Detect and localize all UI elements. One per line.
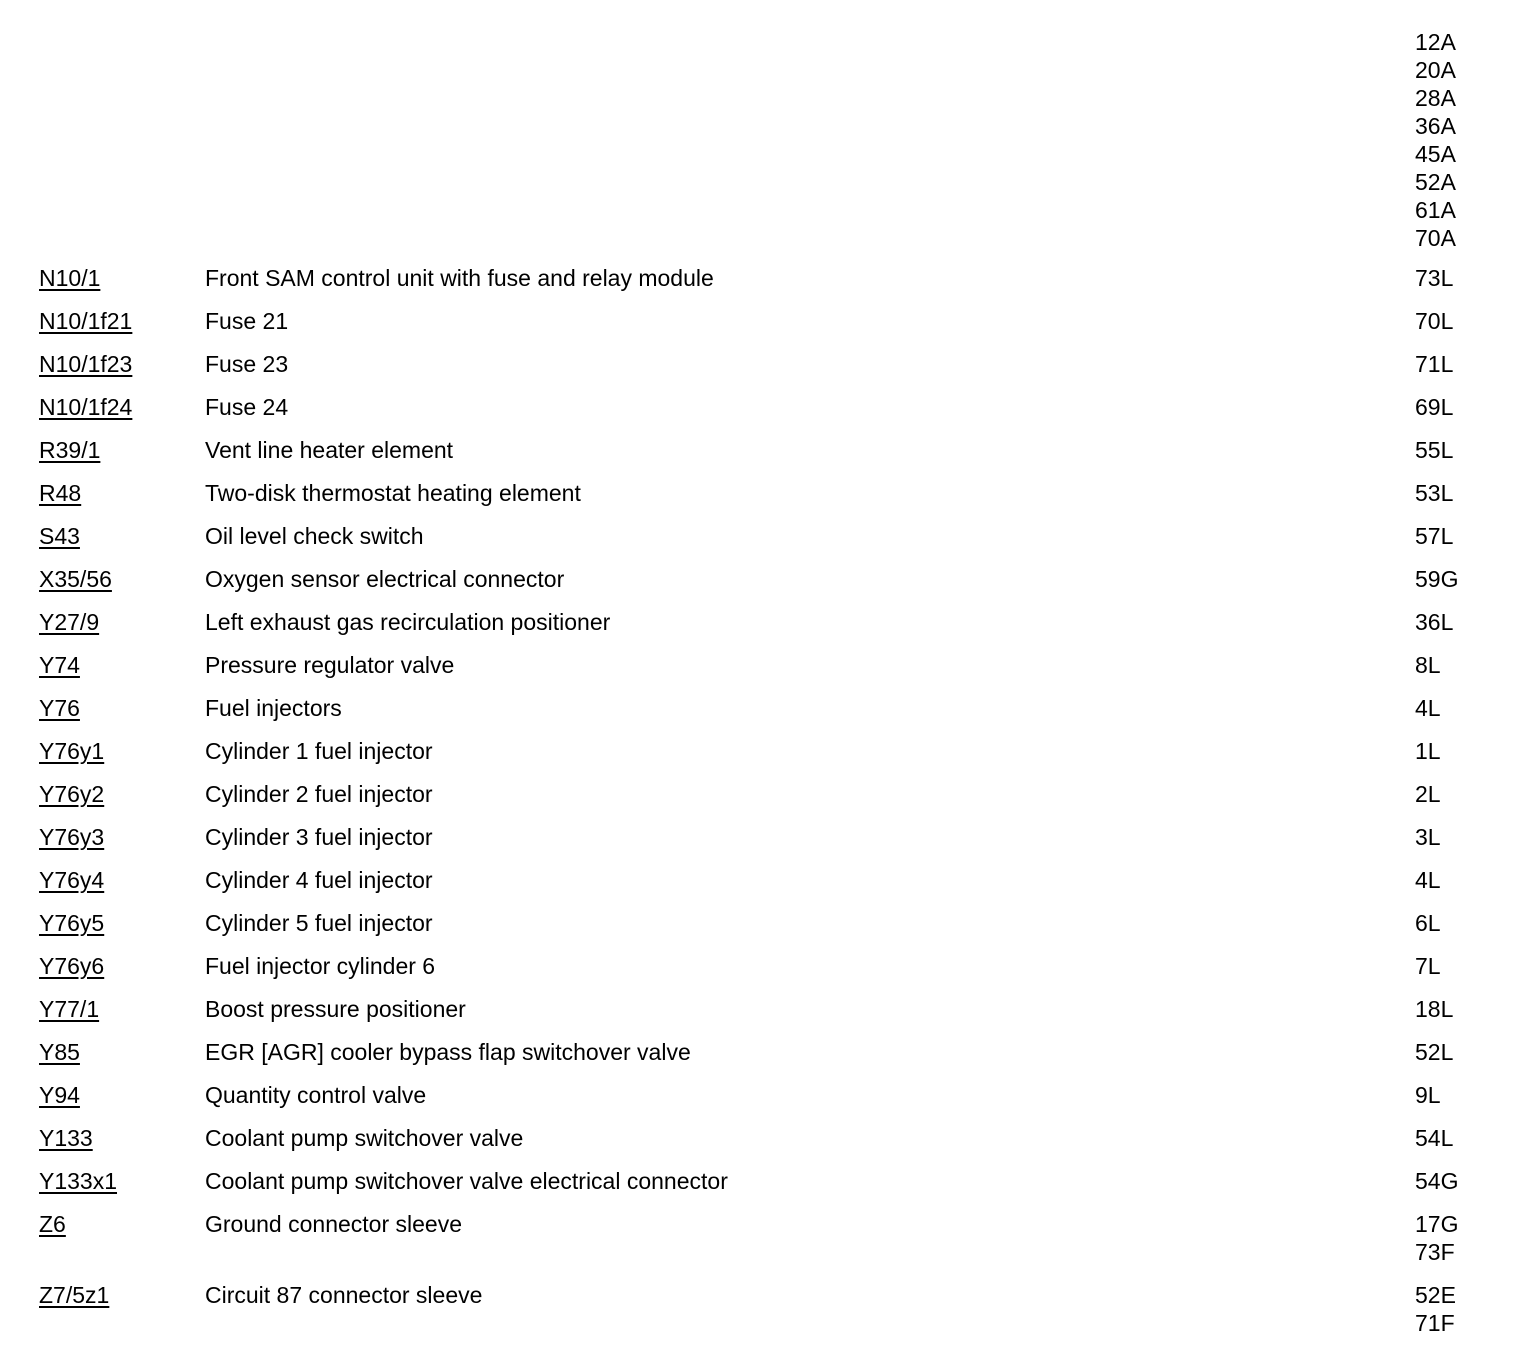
grid-location: [1415, 952, 1515, 980]
component-description: Boost pressure positioner: [205, 996, 466, 1022]
grid-location: [1415, 436, 1515, 464]
grid-reference: 36A: [1415, 113, 1456, 139]
component-code-link[interactable]: N10/1f23: [39, 351, 133, 377]
legend-row: [0, 479, 1536, 522]
grid-reference: 6L: [1415, 910, 1441, 936]
legend-row: [0, 780, 1536, 823]
legend-row: [0, 952, 1536, 995]
component-description: Cylinder 3 fuel injector: [205, 824, 433, 850]
grid-reference: 52E: [1415, 1282, 1456, 1308]
grid-reference: 52A: [1415, 169, 1456, 195]
legend-row: [0, 522, 1536, 565]
component-code-link[interactable]: Y94: [39, 1082, 80, 1108]
legend-row: [0, 737, 1536, 780]
grid-location: [1415, 264, 1515, 292]
grid-location: [1415, 1081, 1515, 1109]
legend-row: [0, 1081, 1536, 1124]
component-code-link[interactable]: Y76y5: [39, 910, 105, 936]
grid-reference: 59G: [1415, 566, 1459, 592]
component-code-link[interactable]: Y85: [39, 1039, 80, 1065]
grid-location: [1415, 479, 1515, 507]
component-description: Front SAM control unit with fuse and relay module: [205, 265, 714, 291]
grid-location: [1415, 1281, 1515, 1337]
grid-reference: 2L: [1415, 781, 1441, 807]
component-description: Pressure regulator valve: [205, 652, 455, 678]
grid-reference: 9L: [1415, 1082, 1441, 1108]
grid-location: [1415, 823, 1515, 851]
component-code-link[interactable]: Z7/5z1: [39, 1282, 110, 1308]
component-code-link[interactable]: Y76y3: [39, 824, 105, 850]
grid-reference: 20A: [1415, 57, 1456, 83]
component-code-link[interactable]: Y133: [39, 1125, 93, 1151]
legend-row: [0, 1124, 1536, 1167]
grid-location: [1415, 1124, 1515, 1152]
legend-row: [0, 565, 1536, 608]
grid-location: [1415, 565, 1515, 593]
component-description: Cylinder 5 fuel injector: [205, 910, 433, 936]
component-description: EGR [AGR] cooler bypass flap switchover valve: [205, 1039, 691, 1065]
component-description: Cylinder 4 fuel injector: [205, 867, 433, 893]
legend-row: [0, 350, 1536, 393]
grid-reference: 28A: [1415, 85, 1456, 111]
component-description: Fuse 24: [205, 394, 289, 420]
grid-reference: 12A: [1415, 29, 1456, 55]
legend-row: [0, 995, 1536, 1038]
component-description: Quantity control valve: [205, 1082, 427, 1108]
grid-location: [1415, 522, 1515, 550]
component-description: Fuse 23: [205, 351, 289, 377]
grid-reference: 70A: [1415, 225, 1456, 251]
legend-row: [0, 436, 1536, 479]
component-description: Circuit 87 connector sleeve: [205, 1282, 483, 1308]
grid-reference: 71L: [1415, 351, 1454, 377]
grid-reference: 54G: [1415, 1168, 1459, 1194]
legend-row: [0, 823, 1536, 866]
grid-location: [1415, 694, 1515, 722]
component-description: Cylinder 1 fuel injector: [205, 738, 433, 764]
component-code-link[interactable]: N10/1: [39, 265, 101, 291]
grid-location: [1415, 393, 1515, 421]
component-code-link[interactable]: Y76y4: [39, 867, 105, 893]
grid-location: [1415, 651, 1515, 679]
grid-reference: 45A: [1415, 141, 1456, 167]
grid-reference: 61A: [1415, 197, 1456, 223]
grid-reference: 73L: [1415, 265, 1454, 291]
component-description: Cylinder 2 fuel injector: [205, 781, 433, 807]
component-description: Vent line heater element: [205, 437, 454, 463]
grid-reference: 7L: [1415, 953, 1441, 979]
legend-row: [0, 307, 1536, 350]
legend-row: [0, 393, 1536, 436]
component-description: Fuse 21: [205, 308, 289, 334]
grid-reference: 54L: [1415, 1125, 1454, 1151]
component-code-link[interactable]: R48: [39, 480, 82, 506]
grid-reference: 57L: [1415, 523, 1454, 549]
component-code-link[interactable]: Y76y1: [39, 738, 105, 764]
component-code-link[interactable]: N10/1f24: [39, 394, 133, 420]
grid-reference: 71F: [1415, 1310, 1455, 1336]
grid-reference: 3L: [1415, 824, 1441, 850]
legend-row: [0, 608, 1536, 651]
legend-row: [0, 909, 1536, 952]
component-code-link[interactable]: Y76: [39, 695, 80, 721]
component-code-link[interactable]: R39/1: [39, 437, 101, 463]
component-description: Fuel injector cylinder 6: [205, 953, 436, 979]
grid-reference: 1L: [1415, 738, 1441, 764]
component-description: Two-disk thermostat heating element: [205, 480, 581, 506]
component-description: Ground connector sleeve: [205, 1211, 462, 1237]
legend-row: [0, 651, 1536, 694]
component-code-link[interactable]: N10/1f21: [39, 308, 133, 334]
component-description: Coolant pump switchover valve: [205, 1125, 524, 1151]
legend-row: [0, 1210, 1536, 1281]
grid-location: [1415, 1038, 1515, 1066]
component-description: Coolant pump switchover valve electrical connector: [205, 1168, 728, 1194]
grid-reference: 36L: [1415, 609, 1454, 635]
grid-reference: 4L: [1415, 867, 1441, 893]
component-description: Left exhaust gas recirculation positioner: [205, 609, 611, 635]
legend-row: [0, 264, 1536, 307]
grid-reference: 69L: [1415, 394, 1454, 420]
legend-row: [0, 694, 1536, 737]
legend-row: [0, 1038, 1536, 1081]
legend-row: [0, 1167, 1536, 1210]
legend-row: [0, 1281, 1536, 1352]
component-description: Fuel injectors: [205, 695, 342, 721]
component-legend-table: [0, 264, 1536, 1352]
grid-reference: 18L: [1415, 996, 1454, 1022]
grid-reference: 53L: [1415, 480, 1454, 506]
top-grid-reference-list: [1415, 28, 1515, 252]
grid-reference: 70L: [1415, 308, 1454, 334]
grid-location: [1415, 608, 1515, 636]
grid-location: [1415, 909, 1515, 937]
grid-location: [1415, 995, 1515, 1023]
grid-location: [1415, 350, 1515, 378]
grid-location: [1415, 1210, 1515, 1266]
component-code-link[interactable]: X35/56: [39, 566, 112, 592]
grid-reference: 52L: [1415, 1039, 1454, 1065]
component-code-link[interactable]: Y74: [39, 652, 80, 678]
grid-location: [1415, 1167, 1515, 1195]
legend-row: [0, 866, 1536, 909]
component-code-link[interactable]: Y133x1: [39, 1168, 118, 1194]
component-code-link[interactable]: Y27/9: [39, 609, 100, 635]
grid-reference: 73F: [1415, 1239, 1455, 1265]
component-code-link[interactable]: Z6: [39, 1211, 66, 1237]
grid-location: [1415, 737, 1515, 765]
component-code-link[interactable]: Y76y6: [39, 953, 105, 979]
component-description: Oxygen sensor electrical connector: [205, 566, 565, 592]
grid-reference: 8L: [1415, 652, 1441, 678]
component-description: Oil level check switch: [205, 523, 424, 549]
grid-location: [1415, 307, 1515, 335]
grid-reference: 55L: [1415, 437, 1454, 463]
grid-location: [1415, 866, 1515, 894]
grid-location: [1415, 780, 1515, 808]
grid-reference: 4L: [1415, 695, 1441, 721]
grid-reference: 17G: [1415, 1211, 1459, 1237]
component-code-link[interactable]: S43: [39, 523, 80, 549]
component-code-link[interactable]: Y77/1: [39, 996, 100, 1022]
component-code-link[interactable]: Y76y2: [39, 781, 105, 807]
